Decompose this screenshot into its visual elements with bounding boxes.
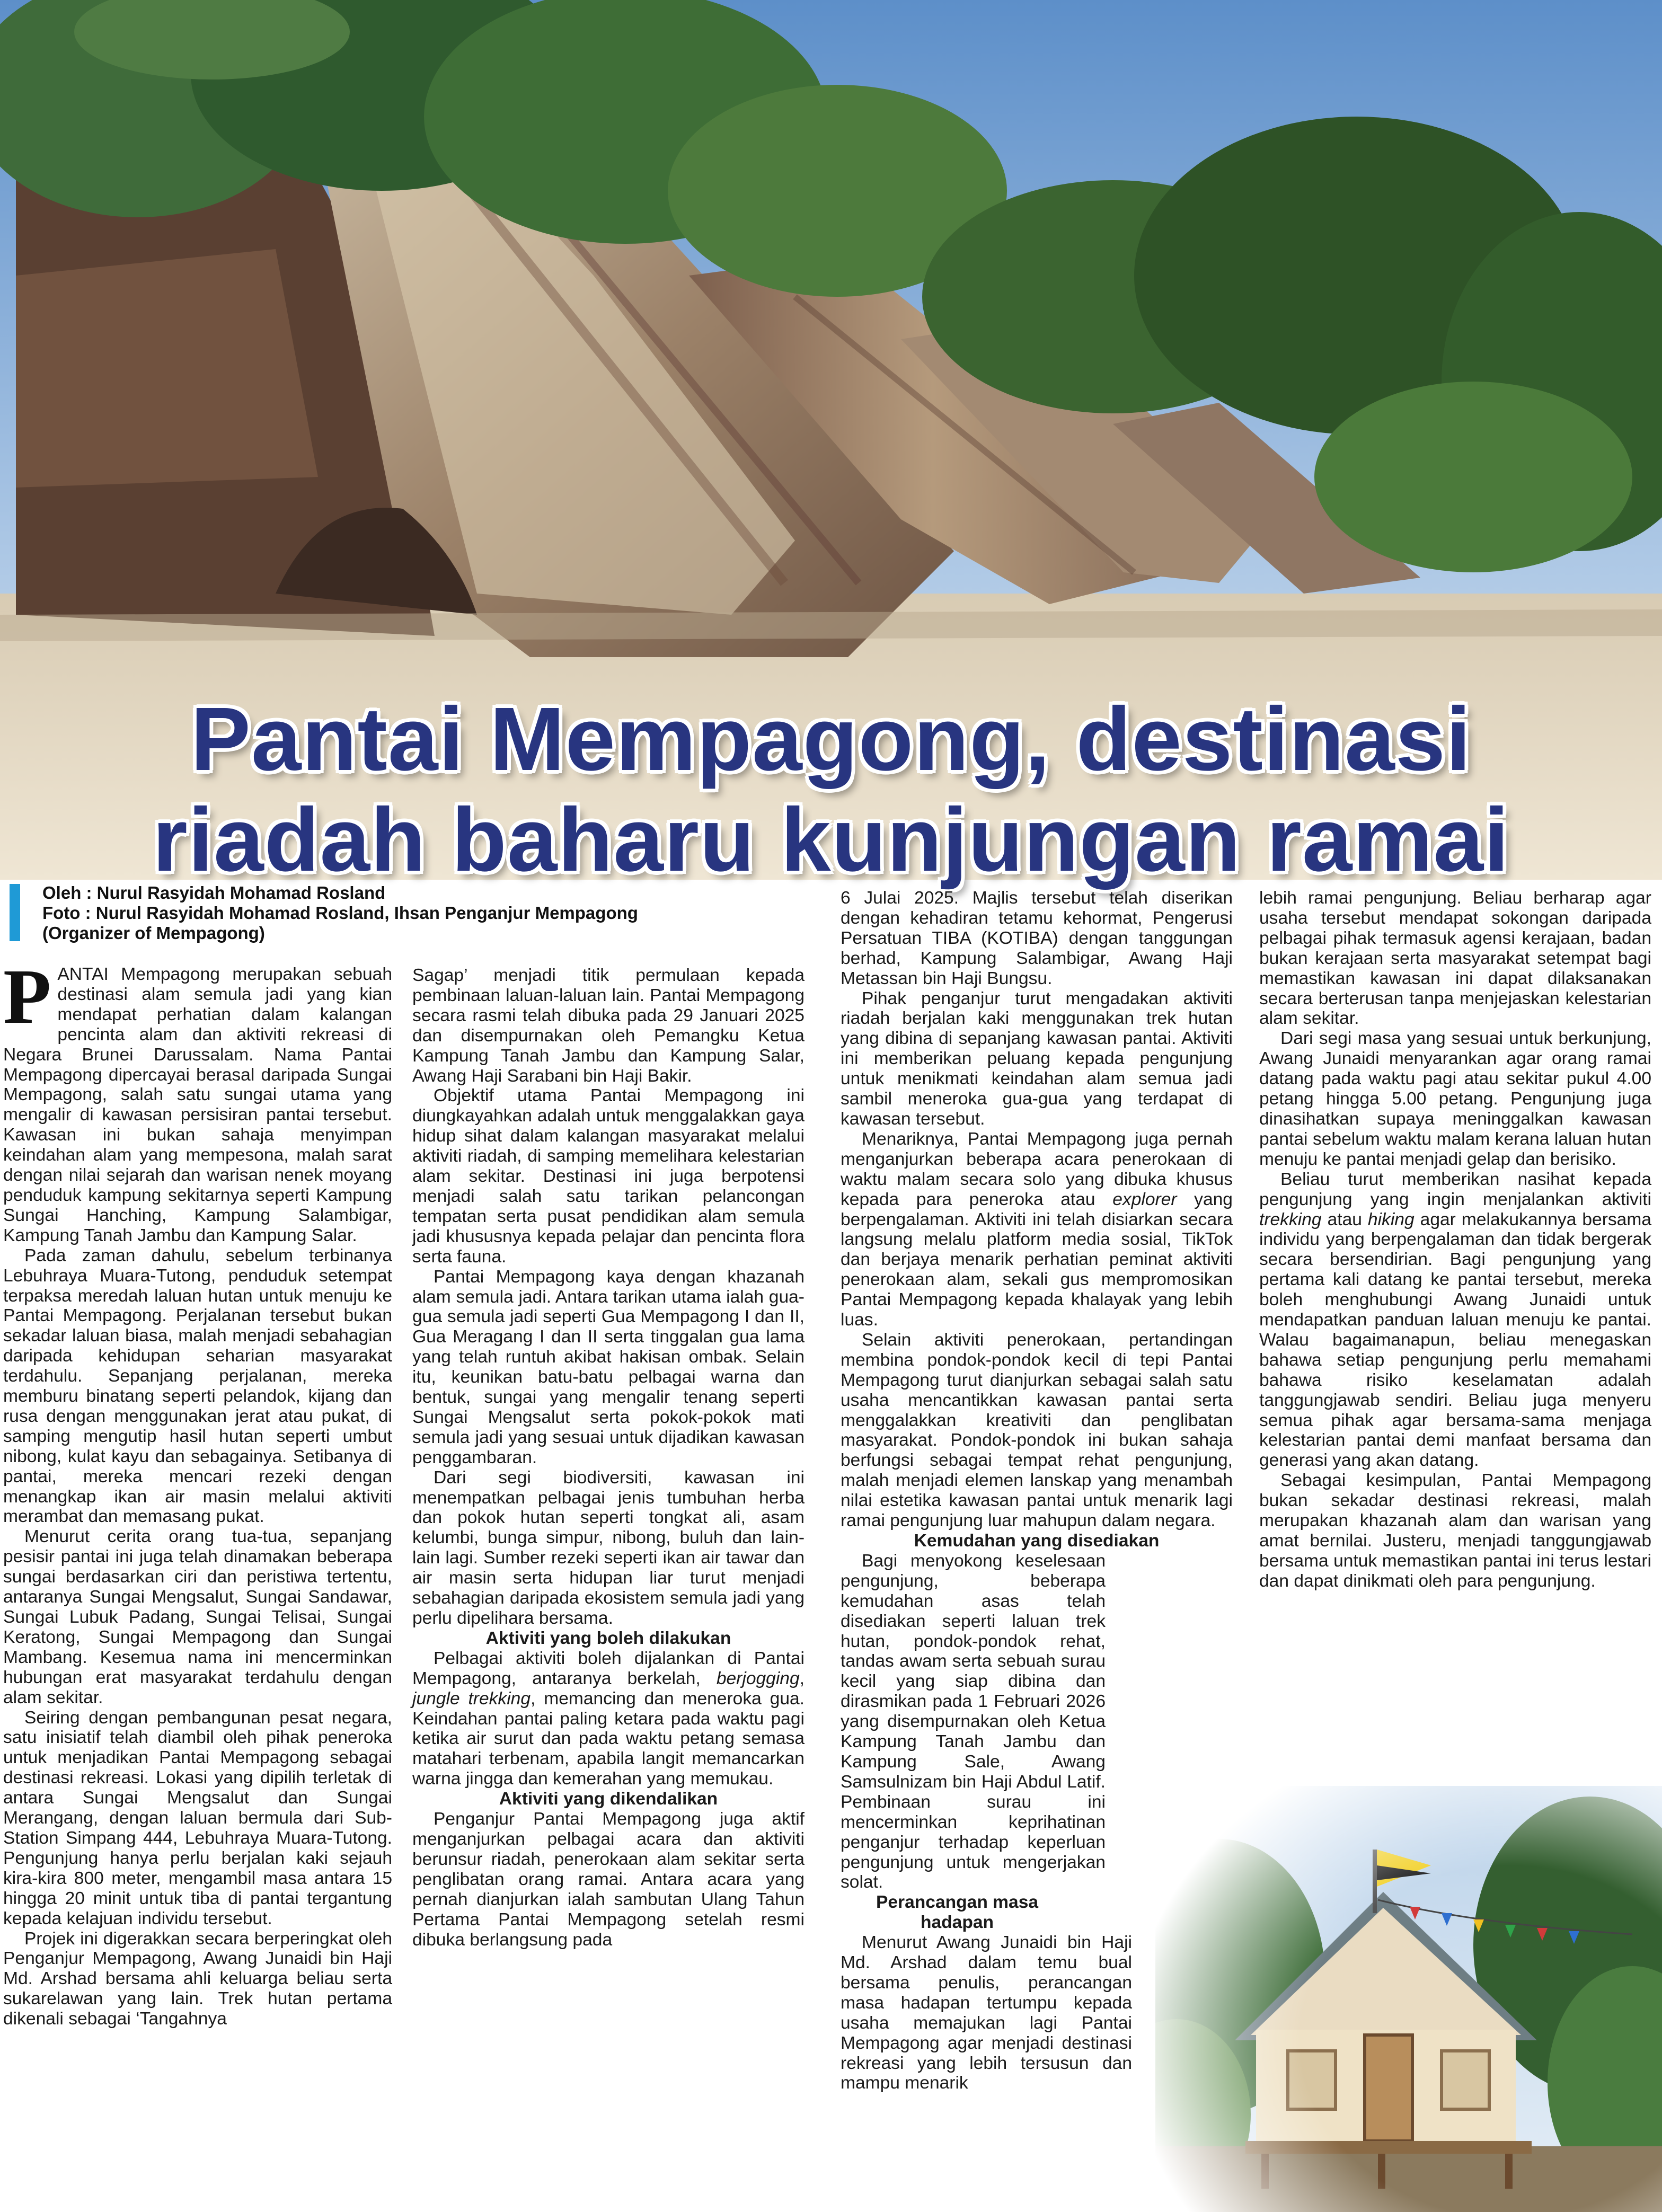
headline-line-1: Pantai Mempagong, destinasi xyxy=(190,689,1472,790)
article-headline xyxy=(32,689,1630,890)
paragraph-16: Bagi menyokong keselesaan pengunjung, beberapa kemudahan asas telah disediakan seperti laluan trek hutan, pondok-pondok rehat, tandas awam serta sebuah surau kecil yang siap dibina dan dirasmikan pada 1 Februari 2026 yang disempurnakan oleh Ketua Kampung Tanah Jambu dan Kampung Sale, Awang Samsulnizam bin Haji Abdul Latif. Pembinaan surau ini mencerminkan keprihatinan penganjur terhadap keperluan pengunjung untuk mengerjakan solat. xyxy=(841,1551,1106,1892)
surau-photo xyxy=(1155,1786,1662,2212)
dropcap: P xyxy=(3,953,51,1040)
paragraph-5: Projek ini digerakkan secara berperingkat oleh Penganjur Mempagong, Awang Junaidi bin Haji Md. Arshad bersama ahli keluarga beliau serta sukarelawan yang lain. Trek hutan pertama dikenali sebagai ‘Tangahnya xyxy=(3,1928,392,2029)
paragraph-20: Beliau turut memberikan nasihat kepada pengunjung yang ingin menjalankan aktiviti trekking atau hiking agar melakukannya bersama individu yang berpengalaman dan tidak bergerak secara bersendirian. Bagi pengunjung yang pertama kali datang ke pantai tersebut, mereka boleh menghubungi Awang Junaidi untuk mendapatkan panduan laluan menuju ke pantai. Walau bagaimanapun, beliau menegaskan bahawa setiap pengunjung perlu memahami bahawa risiko keselamatan adalah tanggungjawab sendiri. Beliau juga menyeru semua pihak agar bersama-sama menjaga kelestarian pantai demi manfaat bersama dan generasi yang akan datang. xyxy=(1259,1169,1651,1471)
paragraph-7: Objektif utama Pantai Mempagong ini diungkayahkan adalah untuk menggalakkan gaya hidup sihat dalam kalangan masyarakat melalui aktiviti riadah, di samping memelihara kelestarian alam sekitar. Destinasi ini juga berpotensi menjadi salah satu tarikan pelancongan tempatan serta pusat pendidikan alam semula jadi khususnya kepada pelajar dan pencinta flora serta fauna. xyxy=(412,1086,805,1267)
byline xyxy=(42,883,827,943)
paragraph-8: Pantai Mempagong kaya dengan khazanah alam semula jadi. Antara tarikan utama ialah gua-gua semula jadi seperti Gua Mempagong I dan II, Gua Meragang I dan II serta tinggalan gua lama yang telah runtuh akibat hakisan ombak. Selain itu, keunikan batu-batu pelbagai warna dan bentuk, sungai yang mengalir tenang seperti Sungai Mengsalut serta pokok-pokok mati semula jadi yang sesuai untuk dijadikan kawasan penggambaran. xyxy=(412,1267,805,1467)
headline-line-2: riadah baharu kunjungan ramai xyxy=(152,790,1510,890)
byline-author: Oleh : Nurul Rasyidah Mohamad Rosland xyxy=(42,883,386,903)
paragraph-13: Pihak penganjur turut mengadakan aktiviti riadah berjalan kaki menggunakan trek hutan yang dibina di sepanjang kawasan pantai. Aktiviti ini memberikan peluang kepada pengunjung untuk menikmati keindahan alam semua jadi sambil meneroka gua-gua yang terdapat di kawasan tersebut. xyxy=(841,988,1233,1129)
byline-photo-credit: Foto : Nurul Rasyidah Mohamad Rosland, Ihsan Penganjur Mempagong xyxy=(42,903,638,923)
paragraph-1: PANTAI Mempagong merupakan sebuah destinasi alam semula jadi yang kian mendapat perhatian dalam kalangan pencinta alam dan aktiviti rekreasi di Negara Brunei Darussalam. Nama Pantai Mempagong dipercayai berasal daripada Sungai Mempagong, salah satu sungai utama yang mengalir di kawasan persisiran pantai tersebut. Kawasan ini bukan sahaja menyimpan keindahan alam yang mempesona, malah sarat dengan nilai sejarah dan warisan nenek moyang penduduk kampung sekitarnya seperti Kampung Sungai Hanching, Kampung Salambigar, Kampung Tanah Jambu dan Kampung Salar. xyxy=(3,953,392,1245)
paragraph-10: Pelbagai aktiviti boleh dijalankan di Pantai Mempagong, antaranya berkelah, berjogging, jungle trekking, memancing dan meneroka gua. Keindahan pantai paling ketara pada waktu pagi ketika air surut dan pada waktu petang semasa matahari terbenam, apabila langit memancarkan warna jingga dan kemerahan yang memukau. xyxy=(412,1648,805,1789)
paragraph-4: Seiring dengan pembangunan pesat negara, satu inisiatif telah diambil oleh pihak peneroka untuk menjadikan Pantai Mempagong sebagai destinasi rekreasi. Lokasi yang dipilih terletak di antara Sungai Mengsalut dan Sungai Merangang, dengan laluan bermula dari Sub-Station Simpang 444, Lebuhraya Muara-Tutong. Pengunjung hanya perlu berjalan kaki sejauh kira-kira 800 meter, mengambil masa antara 15 hingga 20 minit untuk tiba di pantai tergantung kepada kelajuan individu tersebut. xyxy=(3,1707,392,1928)
paragraph-18: lebih ramai pengunjung. Beliau berharap agar usaha tersebut mendapat sokongan daripada pelbagai pihak termasuk agensi kerajaan, badan bukan kerajaan serta masyarakat setempat bagi memastikan kawasan ini dapat dilaksanakan secara berterusan tanpa menjejaskan kelestarian alam sekitar. xyxy=(1259,888,1651,1029)
paragraph-19: Dari segi masa yang sesuai untuk berkunjung, Awang Junaidi menyarankan agar orang ramai datang pada waktu pagi atau sekitar pukul 4.00 petang hingga 5.00 petang. Pengunjung juga dinasihatkan supaya meninggalkan kawasan pantai sebelum waktu malam kerana laluan hutan menuju ke pantai menjadi gelap dan berisiko. xyxy=(1259,1029,1651,1169)
paragraph-15: Selain aktiviti penerokaan, pertandingan membina pondok-pondok kecil di tepi Pantai Mempagong turut dianjurkan sebagai salah satu usaha mencantikkan kawasan pantai serta menggalakkan kreativiti dan penglibatan masyarakat. Pondok-pondok ini bukan sahaja berfungsi sebagai tempat rehat pengunjung, malah menjadi elemen lanskap yang menambah nilai estetika kawasan pantai untuk menarik lagi ramai pengunjung luar mahupun dalam negara. xyxy=(841,1330,1233,1531)
subheading-future-plans: Perancangan masa hadapan xyxy=(876,1892,1039,1933)
paragraph-2: Pada zaman dahulu, sebelum terbinanya Lebuhraya Muara-Tutong, penduduk setempat terpaksa meredah laluan hutan untuk menuju ke Pantai Mempagong. Perjalanan tersebut bukan sekadar laluan biasa, malah menjadi sebahagian daripada kehidupan seharian masyarakat terdahulu. Sepanjang perjalanan, mereka memburu binatang seperti pelandok, kijang dan rusa dengan menggunakan jerat atau pukat, di samping mengutip hasil hutan seperti umbut nibong, kulat kayu dan sebagainya. Setibanya di pantai, mereka mencari rezeki dengan menangkap ikan air masin melalui aktiviti merambat dan memasang pukat. xyxy=(3,1245,392,1527)
article-column-1 xyxy=(3,953,392,2029)
byline-organizer: (Organizer of Mempagong) xyxy=(42,923,265,943)
paragraph-3: Menurut cerita orang tua-tua, sepanjang pesisir pantai ini juga telah dinamakan beberapa sungai berdasarkan ciri dan peristiwa tertentu, antaranya Sungai Mengsalut, Sungai Sandawar, Sungai Lubuk Padang, Sungai Telisai, Sungai Keratong, Sungai Mempagong dan Sungai Mambang. Kesemua nama ini mencerminkan hubungan erat masyarakat terdahulu dengan alam sekitar. xyxy=(3,1527,392,1707)
article-column-2 xyxy=(412,966,805,1950)
paragraph-11: Penganjur Pantai Mempagong juga aktif menganjurkan pelbagai acara dan aktiviti berunsur riadah, penerokaan alam sekitar serta penglibatan orang ramai. Antara acara yang pernah dianjurkan ialah sambutan Ulang Tahun Pertama Pantai Mempagong setelah resmi dibuka berlangsung pada xyxy=(412,1809,805,1950)
paragraph-12: 6 Julai 2025. Majlis tersebut telah diserikan dengan kehadiran tetamu kehormat, Pengerusi Persatuan TIBA (KOTIBA) dengan tanggungan berhad, Kampung Salambigar, Awang Haji Metassan bin Haji Bungsu. xyxy=(841,888,1233,988)
paragraph-17: Menurut Awang Junaidi bin Haji Md. Arshad dalam temu bual bersama penulis, perancangan masa hadapan tertumpu kepada usaha memajukan lagi Pantai Mempagong agar menjadi destinasi rekreasi yang lebih tersusun dan mampu menarik xyxy=(841,1933,1132,2093)
subheading-activities: Aktiviti yang boleh dilakukan xyxy=(485,1628,731,1648)
article-column-4 xyxy=(1259,888,1651,1591)
paragraph-14: Menariknya, Pantai Mempagong juga pernah menganjurkan beberapa acara penerokaan di waktu malam secara solo yang dibuka khusus kepada para peneroka atau explorer yang berpengalaman. Aktiviti ini telah disiarkan secara langsung melalu platform media sosial, TikTok dan berjaya menarik perhatian peminat aktiviti penerokaan alam, sekali gus mempromosikan Pantai Mempagong kepada khalayak yang lebih luas. xyxy=(841,1129,1233,1330)
paragraph-9: Dari segi biodiversiti, kawasan ini menempatkan pelbagai jenis tumbuhan herba dan pokok hutan seperti tongkat ali, asam kelumbi, bunga simpur, nibong, buluh dan lain-lain lagi. Sumber rezeki seperti ikan air tawar dan air masin serta hidupan liar turut menjadi sebahagian daripada ekosistem semula jadi yang perlu dipelihara bersama. xyxy=(412,1467,805,1628)
paragraph-6: Sagap’ menjadi titik permulaan kepada pembinaan laluan-laluan lain. Pantai Mempagong secara rasmi telah dibuka pada 29 Januari 2025 dan disempurnakan oleh Pemangku Ketua Kampung Tanah Jambu dan Kampung Salar, Awang Haji Sarabani bin Haji Bakir. xyxy=(412,966,805,1086)
byline-accent-bar xyxy=(10,884,20,941)
subheading-managed-activities: Aktiviti yang dikendalikan xyxy=(499,1789,718,1809)
subheading-facilities: Kemudahan yang disediakan xyxy=(914,1531,1160,1551)
paragraph-21: Sebagai kesimpulan, Pantai Mempagong bukan sekadar destinasi rekreasi, malah merupakan khazanah alam dan warisan yang amat bernilai. Justeru, menjadi tanggungjawab bersama untuk memastikan pantai ini terus lestari dan dapat dinikmati oleh para pengunjung. xyxy=(1259,1471,1651,1591)
